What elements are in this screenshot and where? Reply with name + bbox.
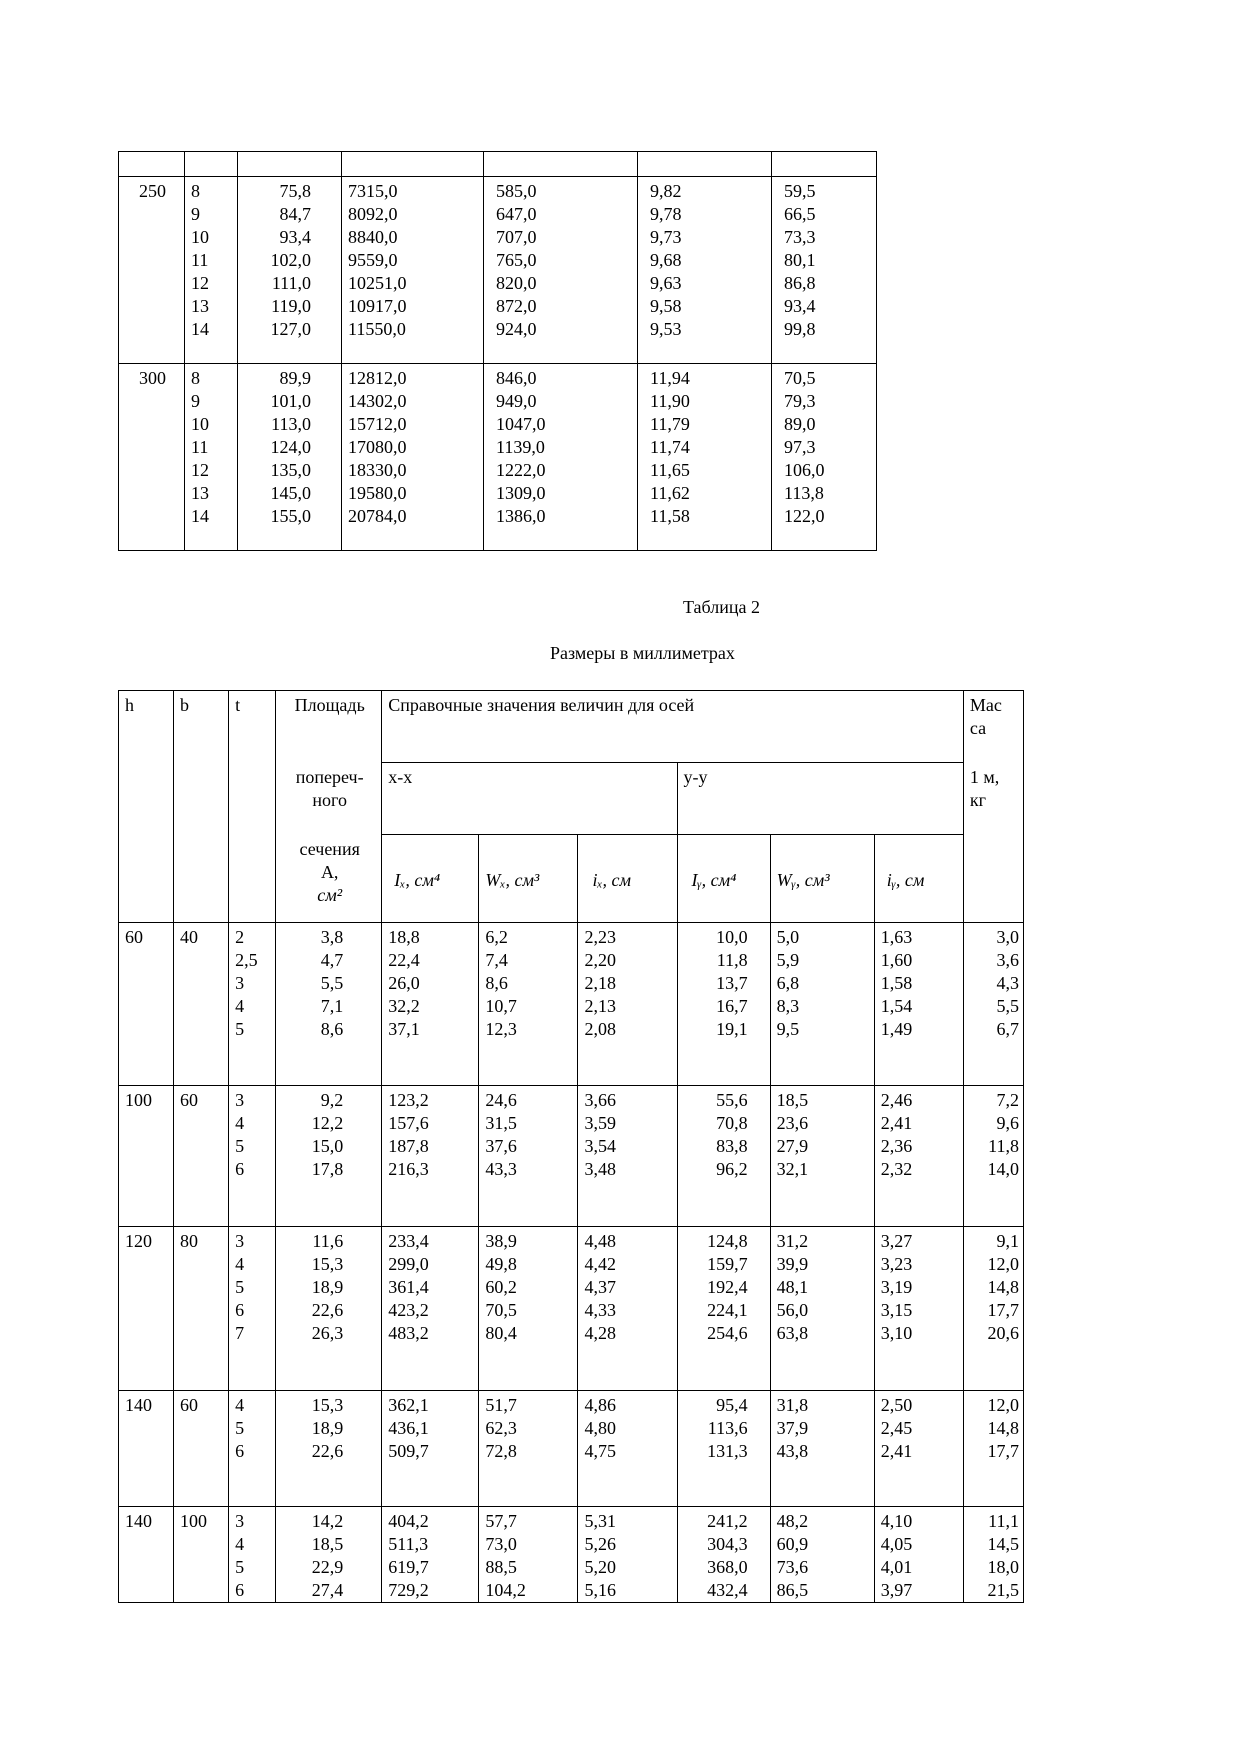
- header-row-2: [119, 763, 1024, 835]
- mass-header-1: Мас са: [963, 691, 1023, 763]
- t-cell: 8 9 10 11 12 13 14: [185, 364, 238, 551]
- iy-cell: 3,27 3,23 3,19 3,15 3,10: [874, 1227, 963, 1391]
- Ix-cell: 123,2 157,6 187,8 216,3: [382, 1086, 479, 1227]
- h-cell: 250: [119, 177, 185, 364]
- Iy-header: Iᵧ, см⁴: [677, 835, 770, 923]
- area-cell: 75,8 84,7 93,4 102,0 111,0 119,0 127,0: [238, 177, 342, 364]
- table-header-row-empty: [119, 152, 877, 177]
- table-row: [119, 1391, 1024, 1507]
- Ix-header: Iₓ, см⁴: [382, 835, 479, 923]
- iy-cell: 4,10 4,05 4,01 3,97: [874, 1507, 963, 1603]
- area-cell: 89,9 101,0 113,0 124,0 135,0 145,0 155,0: [238, 364, 342, 551]
- Wy-cell: 48,2 60,9 73,6 86,5: [770, 1507, 874, 1603]
- area-cell: 3,8 4,7 5,5 7,1 8,6: [276, 923, 382, 1086]
- Wx-cell: 38,9 49,8 60,2 70,5 80,4: [479, 1227, 578, 1391]
- area-header-3-text: сечения А,: [299, 838, 360, 882]
- mass-cell: 3,0 3,6 4,3 5,5 6,7: [963, 923, 1023, 1086]
- Ix-cell: 18,8 22,4 26,0 32,2 37,1: [382, 923, 479, 1086]
- table-1-continuation: [118, 151, 877, 551]
- ix-cell: 3,66 3,59 3,54 3,48: [578, 1086, 677, 1227]
- b-cell: 80: [174, 1227, 229, 1391]
- Wx-cell: 57,7 73,0 88,5 104,2: [479, 1507, 578, 1603]
- ix-header: iₓ, см: [578, 835, 677, 923]
- b-header: b: [174, 691, 229, 763]
- ref-values-header: Справочные значения величин для осей: [382, 691, 964, 763]
- ix-cell: 9,82 9,78 9,73 9,68 9,63 9,58 9,53: [638, 177, 772, 364]
- Wy-cell: 5,0 5,9 6,8 8,3 9,5: [770, 923, 874, 1086]
- t-header: t: [229, 691, 276, 763]
- mass-cell: 7,2 9,6 11,8 14,0: [963, 1086, 1023, 1227]
- ix-cell: 4,48 4,42 4,37 4,33 4,28: [578, 1227, 677, 1391]
- table-row: [119, 1086, 1024, 1227]
- area-cell: 15,3 18,9 22,6: [276, 1391, 382, 1507]
- Ix-cell: 233,4 299,0 361,4 423,2 483,2: [382, 1227, 479, 1391]
- Ix-cell: 362,1 436,1 509,7: [382, 1391, 479, 1507]
- axis-x-header: х-х: [382, 763, 677, 835]
- h-cell: 60: [119, 923, 174, 1086]
- iy-cell: 2,46 2,41 2,36 2,32: [874, 1086, 963, 1227]
- t-cell: 3 4 5 6 7: [229, 1227, 276, 1391]
- Wx-cell: 24,6 31,5 37,6 43,3: [479, 1086, 578, 1227]
- area-cell: 11,6 15,3 18,9 22,6 26,3: [276, 1227, 382, 1391]
- area-cell: 14,2 18,5 22,9 27,4: [276, 1507, 382, 1603]
- iy-cell: 1,63 1,60 1,58 1,54 1,49: [874, 923, 963, 1086]
- Iy-cell: 95,4 113,6 131,3: [677, 1391, 770, 1507]
- Wy-cell: 18,5 23,6 27,9 32,1: [770, 1086, 874, 1227]
- ix-cell: 2,23 2,20 2,18 2,13 2,08: [578, 923, 677, 1086]
- h-cell: 100: [119, 1086, 174, 1227]
- header-row-3: [119, 835, 1024, 923]
- ix-moment-cell: 7315,0 8092,0 8840,0 9559,0 10251,0 10917,0 11550,0: [342, 177, 484, 364]
- t-cell: 8 9 10 11 12 13 14: [185, 177, 238, 364]
- table-row: [119, 923, 1024, 1086]
- t-cell: 3 4 5 6: [229, 1086, 276, 1227]
- Iy-cell: 241,2 304,3 368,0 432,4: [677, 1507, 770, 1603]
- h-cell: 140: [119, 1507, 174, 1603]
- axis-y-header: у-у: [677, 763, 963, 835]
- area-header-2: попереч- ного: [276, 763, 382, 835]
- table-2: [118, 690, 1024, 1603]
- mass-cell: 59,5 66,5 73,3 80,1 86,8 93,4 99,8: [772, 177, 877, 364]
- area-header-3: [276, 835, 382, 923]
- ix-cell: 4,86 4,80 4,75: [578, 1391, 677, 1507]
- h-cell: 140: [119, 1391, 174, 1507]
- area-header-1: Площадь: [276, 691, 382, 763]
- table-caption-units: Размеры в миллиметрах: [550, 643, 735, 663]
- wx-cell: 585,0 647,0 707,0 765,0 820,0 872,0 924,0: [484, 177, 638, 364]
- h-header: h: [119, 691, 174, 763]
- iy-header: iᵧ, см: [874, 835, 963, 923]
- Wy-cell: 31,2 39,9 48,1 56,0 63,8: [770, 1227, 874, 1391]
- ix-cell: 11,94 11,90 11,79 11,74 11,65 11,62 11,58: [638, 364, 772, 551]
- Wx-cell: 51,7 62,3 72,8: [479, 1391, 578, 1507]
- Wx-header: Wₓ, см³: [479, 835, 578, 923]
- mass-cell: 12,0 14,8 17,7: [963, 1391, 1023, 1507]
- Wy-header: Wᵧ, см³: [770, 835, 874, 923]
- Ix-cell: 404,2 511,3 619,7 729,2: [382, 1507, 479, 1603]
- h-cell: 300: [119, 364, 185, 551]
- mass-header-2: 1 м, кг: [963, 763, 1023, 835]
- b-cell: 40: [174, 923, 229, 1086]
- Wy-cell: 31,8 37,9 43,8: [770, 1391, 874, 1507]
- Iy-cell: 55,6 70,8 83,8 96,2: [677, 1086, 770, 1227]
- area-cell: 9,2 12,2 15,0 17,8: [276, 1086, 382, 1227]
- ix-cell: 5,31 5,26 5,20 5,16: [578, 1507, 677, 1603]
- mass-cell: 70,5 79,3 89,0 97,3 106,0 113,8 122,0: [772, 364, 877, 551]
- table-row: [119, 177, 877, 364]
- t-cell: 3 4 5 6: [229, 1507, 276, 1603]
- Iy-cell: 10,0 11,8 13,7 16,7 19,1: [677, 923, 770, 1086]
- wx-cell: 846,0 949,0 1047,0 1139,0 1222,0 1309,0 1386,0: [484, 364, 638, 551]
- b-cell: 60: [174, 1086, 229, 1227]
- table-row: [119, 364, 877, 551]
- Wx-cell: 6,2 7,4 8,6 10,7 12,3: [479, 923, 578, 1086]
- t-cell: 4 5 6: [229, 1391, 276, 1507]
- b-cell: 100: [174, 1507, 229, 1603]
- b-cell: 60: [174, 1391, 229, 1507]
- header-row-1: [119, 691, 1024, 763]
- table-row: [119, 1507, 1024, 1603]
- h-cell: 120: [119, 1227, 174, 1391]
- table-row: [119, 1227, 1024, 1391]
- table-caption-label: Таблица 2: [683, 597, 760, 617]
- iy-cell: 2,50 2,45 2,41: [874, 1391, 963, 1507]
- mass-cell: 11,1 14,5 18,0 21,5: [963, 1507, 1023, 1603]
- Iy-cell: 124,8 159,7 192,4 224,1 254,6: [677, 1227, 770, 1391]
- t-cell: 2 2,5 3 4 5: [229, 923, 276, 1086]
- area-unit: см²: [317, 884, 343, 905]
- ix-moment-cell: 12812,0 14302,0 15712,0 17080,0 18330,0 19580,0 20784,0: [342, 364, 484, 551]
- mass-cell: 9,1 12,0 14,8 17,7 20,6: [963, 1227, 1023, 1391]
